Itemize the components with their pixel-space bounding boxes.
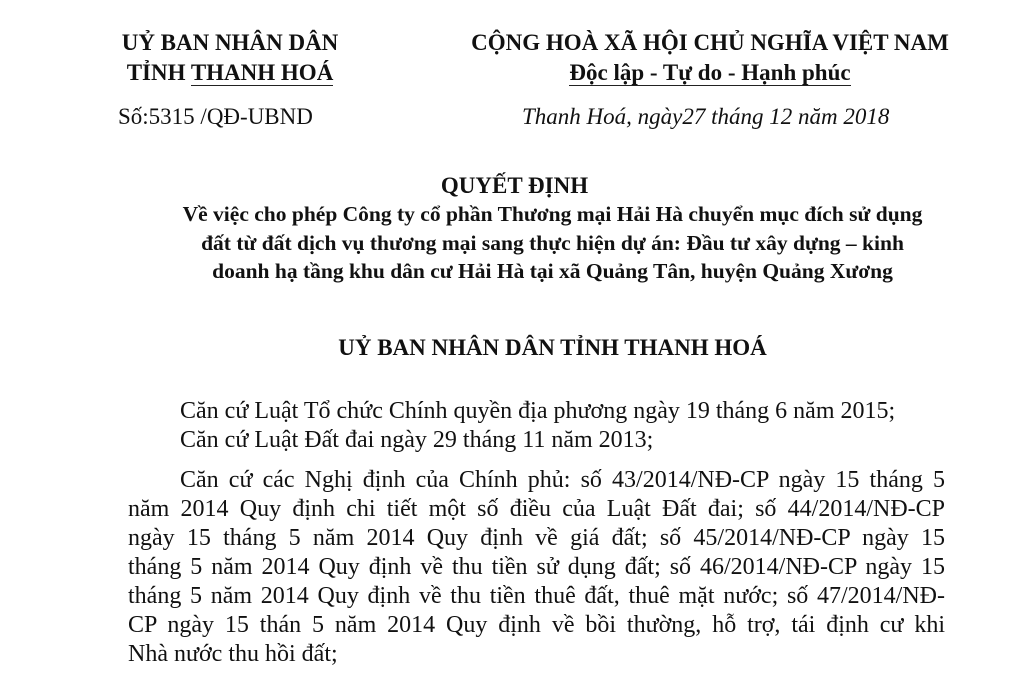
issuer-heading: UỶ BAN NHÂN DÂN TỈNH THANH HOÁ [338,335,767,360]
body-line: Căn cứ các Nghị định của Chính phủ: số 43/2014/NĐ-CP ngày 15 tháng 5 [180,467,945,493]
body-line: CP ngày 15 thán 5 năm 2014 Quy định về bồi thường, hỗ trợ, tái định cư khi [128,612,945,638]
subject-line: Về việc cho phép Công ty cổ phần Thương mại Hải Hà chuyển mục đích sử dụng [182,202,923,226]
body-line: Căn cứ Luật Tổ chức Chính quyền địa phương ngày 19 tháng 6 năm 2015; [180,398,896,424]
body-line: tháng 5 năm 2014 Quy định về thu tiền sử dụng đất; số 46/2014/NĐ-CP ngày 15 [128,554,945,580]
motto [440,58,980,88]
document-title: QUYẾT ĐỊNH [440,173,589,198]
body-line: tháng 5 năm 2014 Quy định về thu tiền thuê đất, thuê mặt nước; số 47/2014/NĐ- [128,583,945,609]
agency-name: UỶ BAN NHÂN DÂN [121,30,339,55]
subject-line: doanh hạ tầng khu dân cư Hải Hà tại xã Quảng Tân, huyện Quảng Xương [212,259,893,283]
agency-province [100,58,360,88]
document-number: Số:5315 /QĐ-UBND [118,104,313,129]
body-line: năm 2014 Quy định chi tiết một số điều của Luật Đất đai; số 44/2014/NĐ-CP [128,496,945,522]
province-name: THANH HOÁ [190,60,334,85]
nation-name: CỘNG HOÀ XÃ HỘI CHỦ NGHĨA VIỆT NAM [471,30,949,55]
body-line: Căn cứ Luật Đất đai ngày 29 tháng 11 năm 2013; [180,427,654,453]
place-date: Thanh Hoá, ngày27 tháng 12 năm 2018 [522,104,890,129]
body-line: ngày 15 tháng 5 năm 2014 Quy định về giá đất; số 45/2014/NĐ-CP ngày 15 [128,525,945,551]
subject-line: đất từ đất dịch vụ thương mại sang thực hiện dự án: Đầu tư xây dựng – kinh [201,231,904,255]
motto-text: Độc lập - Tự do - Hạnh phúc [569,60,851,85]
body-line: Nhà nước thu hồi đất; [128,641,338,667]
province-prefix: TỈNH [126,60,191,85]
